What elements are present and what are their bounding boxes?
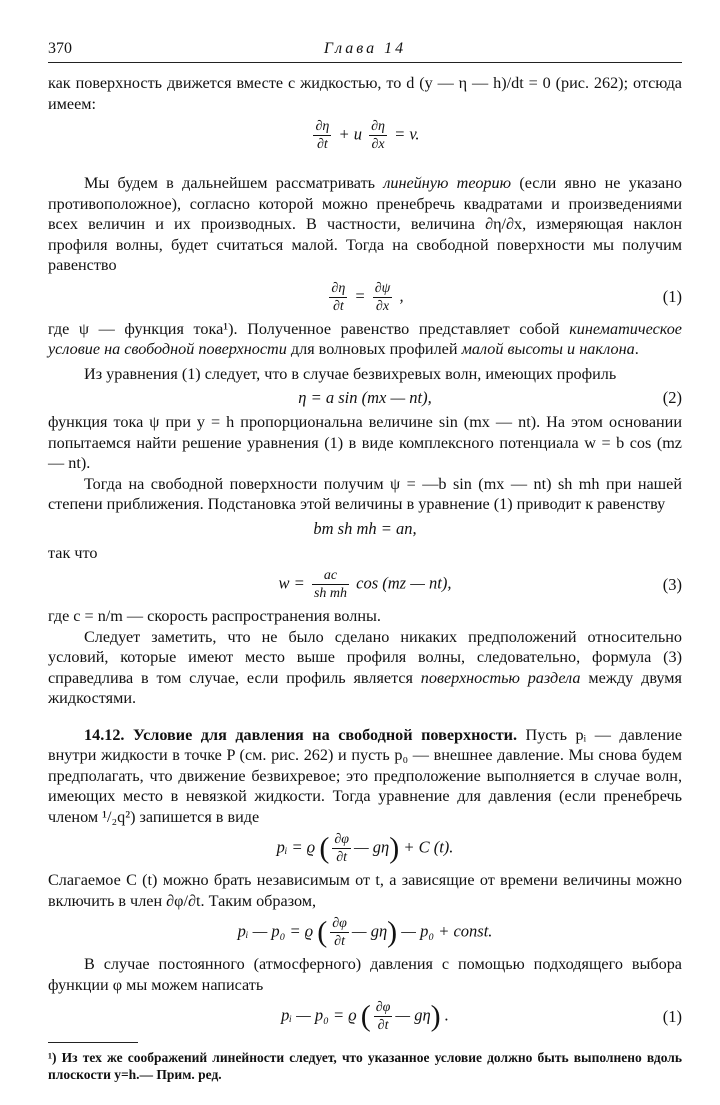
equation-pressure-diff: pᵢ — p₀ = ϱ ( $\frac{\partial\varphi}{\partial t}$ — gη) — p₀ + const. (237, 915, 493, 949)
equation-number: (2) (662, 388, 682, 407)
equation-number: (1) (662, 287, 682, 306)
paragraph-2: Мы будем в дальнейшем рассматривать линейную теорию (если явно не указано противоположное), согласно которой можно пренебречь квадратами и произведениями всех величин и их производных. В частности, величина ∂η/∂x, измеряющая наклон профиля волны, будет считаться малой. Тогда на свободной поверхности мы получим равенство (48, 174, 682, 274)
paragraph-9: Следует заметить, что не было сделано никаких предположений относительно условий, которые имеют место выше профиля волны, следовательно, формула (3) справедлива в том случае, если профиль является поверхностью раздела между двумя жидкостями. (48, 627, 682, 707)
fraction: $\frac{\partial\eta}{\partial x}$ (371, 119, 385, 152)
page-number: 370 (48, 40, 72, 57)
equation-1: $\frac{\partial\eta}{\partial t}$ = $\frac{\partial\psi}{\partial x}$ , (1) (331, 280, 682, 314)
running-title: Глава 14 (323, 40, 407, 57)
header-rule (48, 62, 682, 63)
paragraph-3: где ψ — функция тока¹). Полученное равенство представляет собой кинематическое условие на свободной поверхности для волновых профилей малой высоты и наклона. (48, 319, 682, 358)
fraction: $\frac{\partial\eta}{\partial t}$ (315, 119, 330, 152)
equation-3: w = $\frac{ac}{\text{sh mh}}$ cos (mz — nt), (3) (278, 568, 682, 601)
equation-number: (3) (662, 574, 682, 594)
paragraph-5: функция тока ψ при y = h пропорциональна величине sin (mx — nt). На этом основании попытаемся найти решение уравнения (1) в виде комплексного потенциала w = b cos (mz — nt). (48, 413, 682, 472)
equation-pressure: pᵢ = ϱ ( $\frac{\partial\varphi}{\partial t}$ — gη) + C (t). (276, 831, 454, 865)
paragraph-7: так что (48, 543, 98, 562)
section-title: 14.12. Условие для давления на свободной поверхности. (84, 725, 518, 744)
equation-number: (1) (662, 1006, 682, 1026)
equation-bm: bm sh mh = an, (313, 518, 417, 538)
paragraph-1: как поверхность движется вместе с жидкостью, то d (y — η — h)/dt = 0 (рис. 262); отсюда имеем: (48, 74, 682, 113)
equation-2: η = a sin (mx — nt), (2) (298, 388, 682, 407)
paragraph-11: В случае постоянного (атмосферного) давления с помощью подходящего выбора функции φ мы можем написать (48, 955, 682, 994)
page (48, 40, 682, 1083)
footnote-rule (48, 1042, 138, 1043)
paragraph-6: Тогда на свободной поверхности получим ψ = —b sin (mx — nt) sh mh при нашей степени приближения. Подстановка этой величины в уравнение (1) приводит к равенству (48, 474, 682, 513)
paragraph-8: где c = n/m — скорость распространения волны. (48, 607, 381, 625)
footnote: ¹) Из тех же соображений линейности следует, что указанное условие должно быть выполнено вдоль плоскости y=h.— Прим. ред. (48, 1050, 682, 1082)
equation-dn-dt: $\frac{\partial\eta}{\partial t}$ + u $\frac{\partial\eta}{\partial x}$ = v. (315, 119, 420, 152)
section-14-12: 14.12. Условие для давления на свободной поверхности. Пусть pᵢ — давление внутри жидкости в точке P (см. рис. 262) и пусть p₀ — внешнее давление. Мы снова будем предполагать, что движение безвихревое; это предположение выполняется в случае волн, имеющих место в невязкой жидкости. Тогда уравнение для давления (если пренебречь членом ¹/₂q²) запишется в виде (48, 725, 682, 826)
equation-pressure-final: pᵢ — p₀ = ϱ ( $\frac{\partial\varphi}{\partial t}$ — gη) . (1) (281, 999, 682, 1033)
paragraph-10: Слагаемое C (t) можно брать независимым от t, а зависящие от времени величины можно включить в член ∂φ/∂t. Таким образом, (48, 871, 682, 910)
paragraph-4: Из уравнения (1) следует, что в случае безвихревых волн, имеющих профиль (84, 364, 617, 383)
page-header (48, 40, 682, 62)
